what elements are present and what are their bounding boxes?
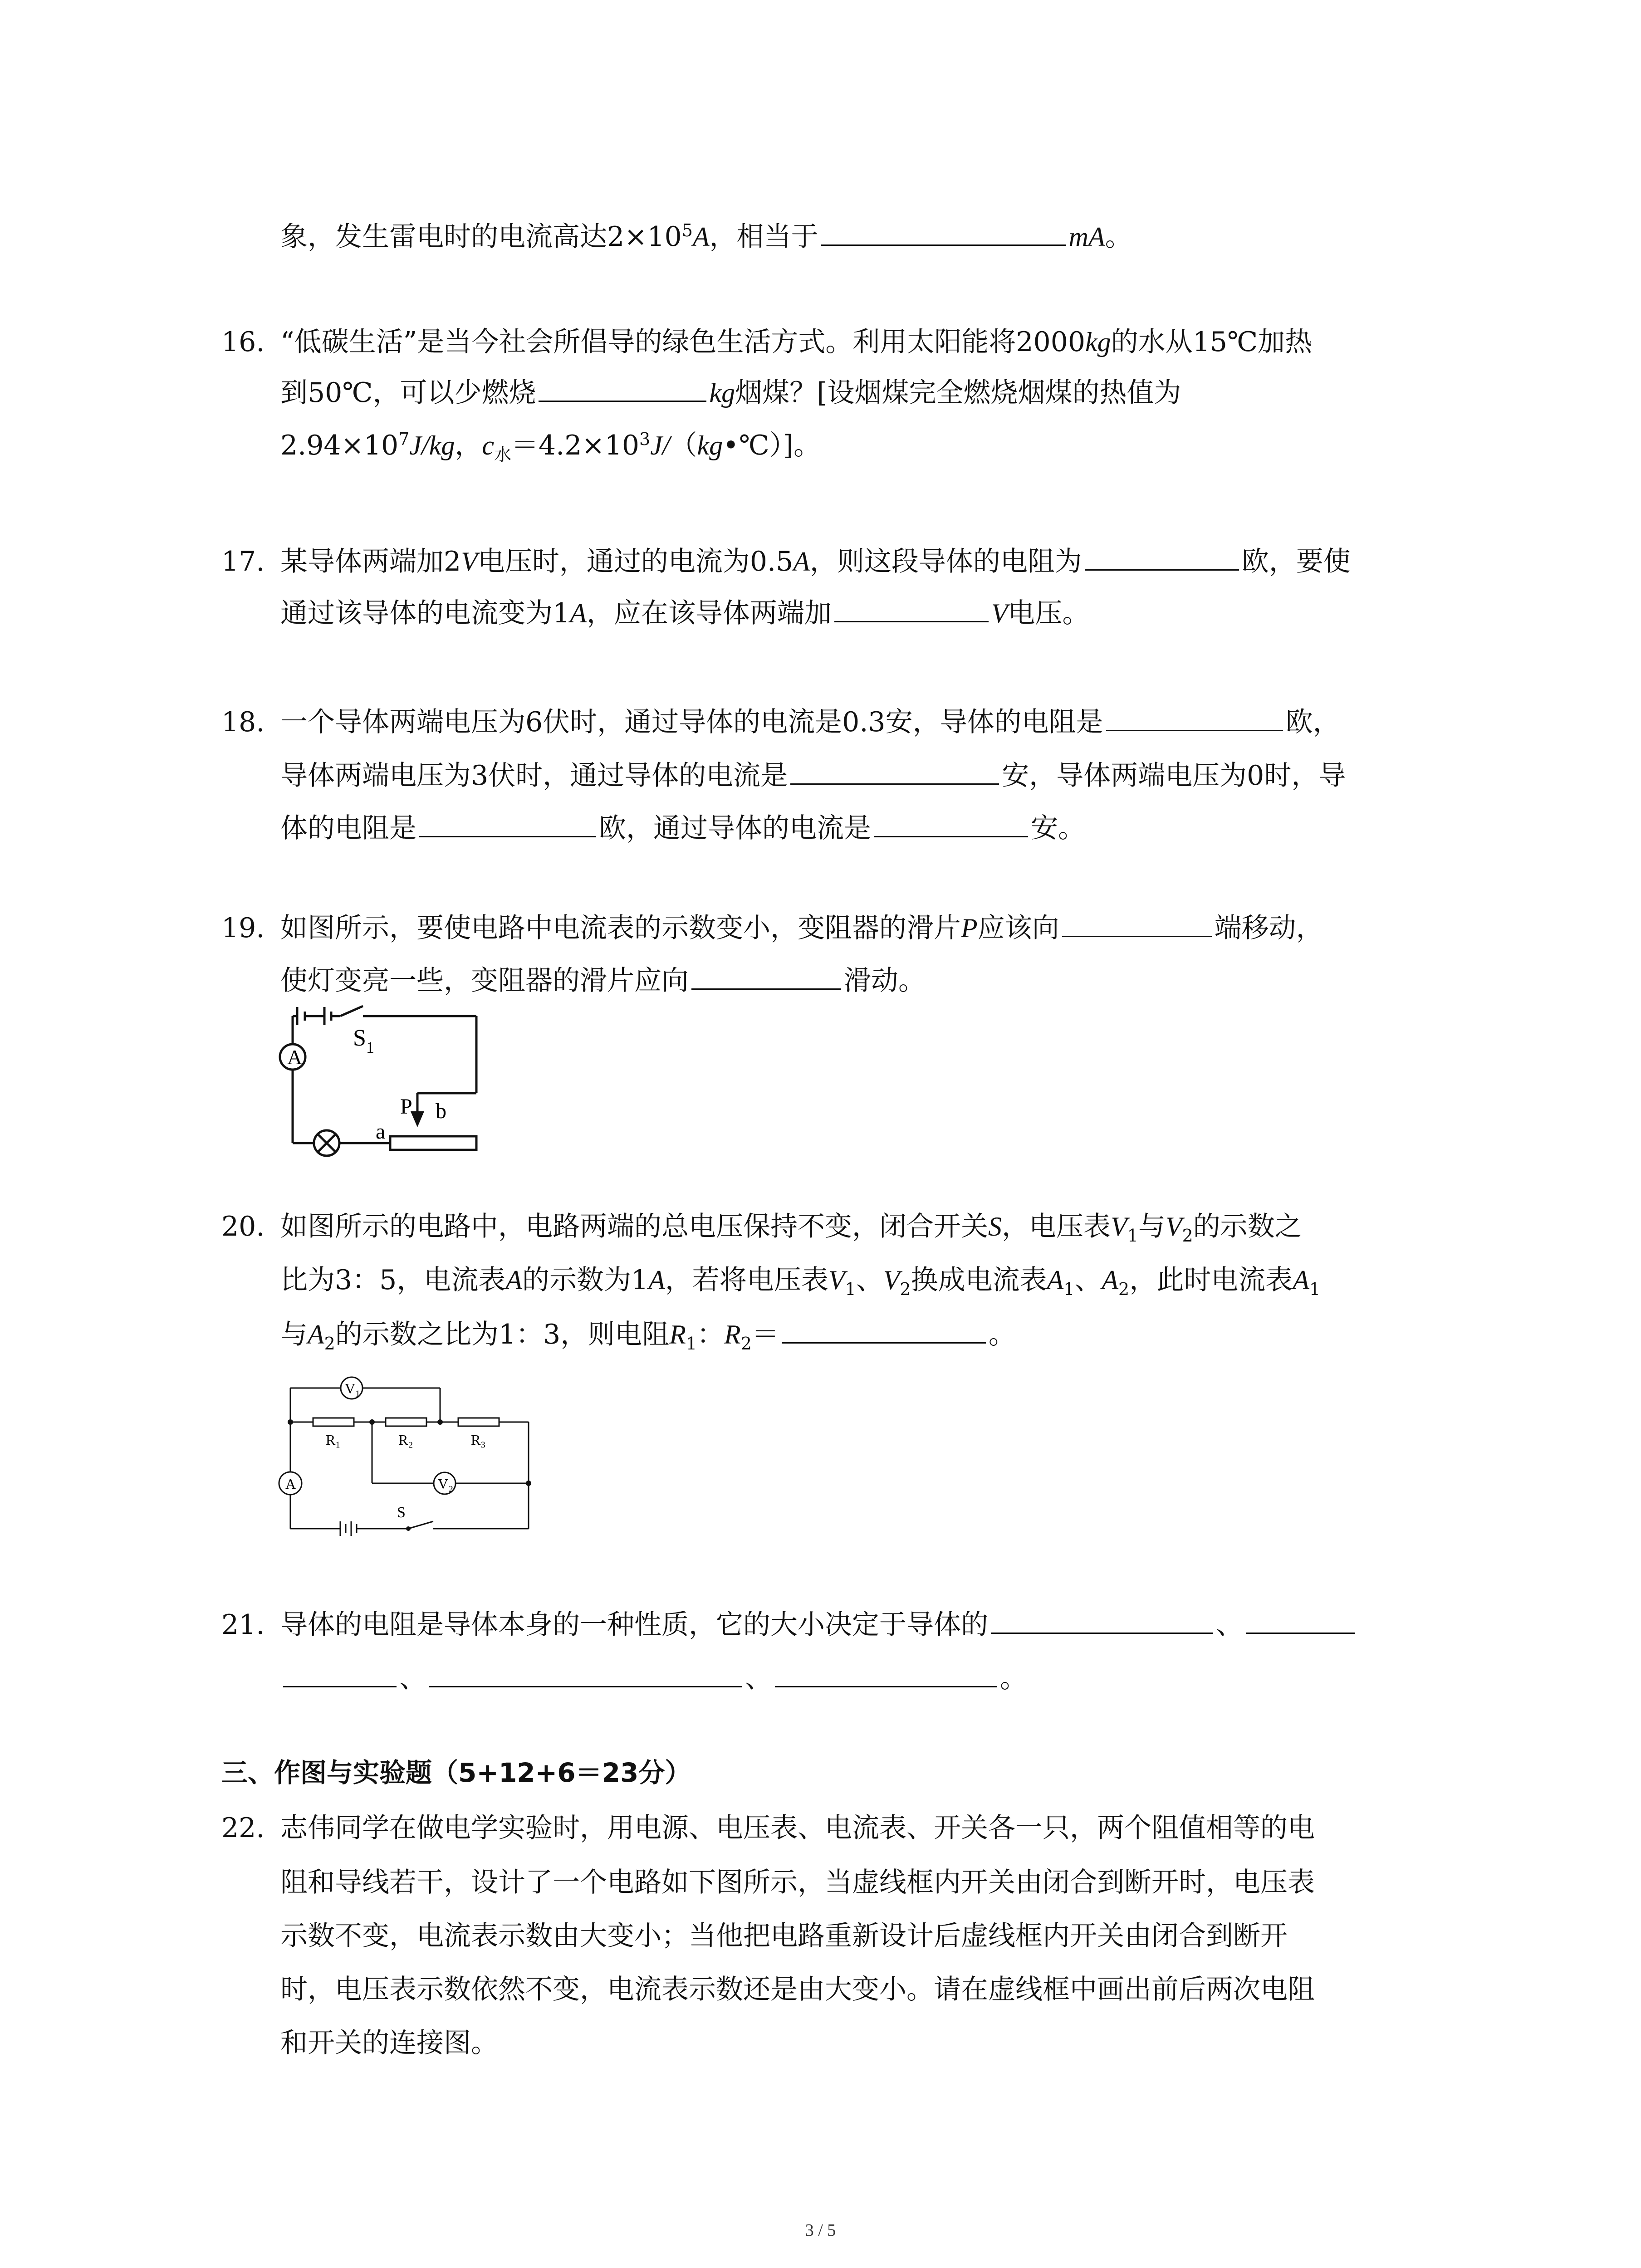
q19-text: 使灯变亮一些，变阻器的滑片应向 — [280, 965, 689, 997]
q20-subscript: 1 — [1127, 1226, 1138, 1246]
q20-r1-label: R₁ — [326, 1432, 341, 1448]
q16-text: •℃）]。 — [723, 430, 821, 461]
q20-symbol: A — [1102, 1265, 1119, 1295]
q20-symbol: S — [988, 1212, 1002, 1242]
q17-text: 通过该导体的电流变为1 — [280, 597, 570, 629]
q19-symbol: P — [961, 913, 978, 943]
q20-symbol: A — [1293, 1265, 1309, 1295]
q17-text: 欧，要使 — [1241, 546, 1351, 577]
q19-switch-label: $S_1$ — [353, 1025, 374, 1056]
q20-r3-label: R₃ — [471, 1432, 486, 1448]
rheostat-body — [390, 1136, 476, 1150]
switch-blade — [340, 1006, 363, 1016]
q17-text: 电压。 — [1008, 597, 1090, 629]
q20-text: 与 — [280, 1319, 308, 1350]
q22-line-5: 和开关的连接图。 — [280, 2027, 498, 2059]
q22-line-1: 志伟同学在做电学实验时，用电源、电压表、电流表、开关各一只，两个阻值相等的电 — [280, 1812, 1315, 1844]
q19-line-1 — [280, 909, 1323, 947]
q20-text: ，若将电压表 — [665, 1264, 828, 1296]
q16-line-3 — [280, 426, 821, 464]
q20-text: 、 — [856, 1264, 883, 1296]
q20-subscript: 2 — [1182, 1226, 1193, 1246]
q20-number: 20. — [221, 1211, 265, 1242]
q20-text: ，此时电流表 — [1129, 1264, 1293, 1296]
q17-text: 电压时，通过的电流为0.5 — [477, 546, 794, 577]
q15-text: 象，发生雷电时的电流高达2×10 — [280, 221, 682, 253]
q20-text: ，电压表 — [1002, 1211, 1111, 1242]
q19-blank-1[interactable] — [1062, 910, 1212, 937]
q17-number: 17. — [221, 546, 265, 577]
q20-text: 如图所示的电路中，电路两端的总电压保持不变，闭合开关 — [280, 1211, 988, 1242]
q19-end-a-label: a — [376, 1119, 386, 1144]
q18-line-1 — [280, 703, 1340, 741]
q20-r2-label: R₂ — [398, 1432, 413, 1448]
q21-separator: 、 — [399, 1662, 426, 1694]
q18-number: 18. — [221, 706, 265, 738]
q16-exponent: 7 — [398, 429, 410, 449]
q16-subscript: 水 — [494, 445, 511, 464]
q20-symbol: V — [1111, 1212, 1127, 1242]
q19-text: 滑动。 — [844, 965, 926, 997]
q20-line-3 — [280, 1315, 1016, 1354]
q15-exponent: 5 — [681, 220, 693, 240]
q17-line-1 — [280, 543, 1351, 581]
q22-line-2: 阻和导线若干，设计了一个电路如下图所示，当虚线框内开关由闭合到断开时，电压表 — [280, 1867, 1315, 1898]
q18-text: 导体两端电压为3伏时，通过导体的电流是 — [280, 760, 788, 792]
q20-line-2 — [280, 1261, 1320, 1299]
q20-v2-label: V₂ — [438, 1476, 454, 1492]
q22-line-3: 示数不变，电流表示数由大变小；当他把电路重新设计后虚线框内开关由闭合到断开 — [280, 1920, 1288, 1952]
q18-blank-3[interactable] — [419, 811, 596, 837]
q15-blank[interactable] — [821, 219, 1066, 246]
q17-line-2 — [280, 594, 1090, 632]
q20-subscript: 2 — [324, 1334, 335, 1354]
q18-blank-1[interactable] — [1106, 704, 1283, 731]
q17-blank-2[interactable] — [834, 596, 989, 622]
q15-end: 。 — [1105, 221, 1132, 253]
q18-line-2 — [280, 757, 1346, 795]
q20-v1-label: V₁ — [345, 1380, 361, 1397]
q16-unit: kg — [1085, 327, 1111, 357]
q16-unit: kg — [697, 430, 723, 460]
page-number: 3 / 5 — [805, 2221, 836, 2240]
q20-line-1 — [280, 1207, 1302, 1246]
q18-text: 体的电阻是 — [280, 812, 416, 844]
q19-text: 如图所示，要使电路中电流表的示数变小，变阻器的滑片 — [280, 912, 961, 944]
q17-blank-1[interactable] — [1085, 544, 1239, 571]
q21-line-1 — [280, 1606, 1357, 1644]
q20-symbol: A — [505, 1265, 523, 1295]
q20-subscript: 2 — [900, 1279, 911, 1299]
q22-line-4: 时，电压表示数依然不变，电流表示数还是由大变小。请在虚线框中画出前后两次电阻 — [280, 1974, 1315, 2005]
q18-blank-4[interactable] — [874, 811, 1028, 837]
resistor-r1 — [313, 1418, 354, 1426]
q19-line-2 — [280, 962, 926, 1000]
q21-end: 。 — [1000, 1662, 1027, 1694]
q20-text: 、 — [1074, 1264, 1102, 1296]
q20-symbol: A — [1047, 1265, 1064, 1295]
q19-end-b-label: b — [436, 1099, 446, 1123]
q20-text: 的示数为1 — [522, 1264, 649, 1296]
q20-subscript: 2 — [1118, 1279, 1130, 1299]
q20-text: 。 — [988, 1319, 1016, 1350]
q21-text: 导体的电阻是导体本身的一种性质，它的大小决定于导体的 — [280, 1609, 988, 1641]
q21-blank-1[interactable] — [991, 1607, 1213, 1634]
q17-unit: V — [991, 598, 1008, 628]
q16-text: 烟煤？[设烟煤完全燃烧烟煤的热值为 — [735, 377, 1181, 409]
q16-unit: kg — [709, 378, 735, 408]
q16-text: 2.94×10 — [280, 430, 399, 461]
q16-line-2 — [280, 374, 1181, 412]
q16-text: “低碳生活”是当今社会所倡导的绿色生活方式。利用太阳能将2000 — [280, 326, 1086, 358]
q17-text: ，应在该导体两端加 — [586, 597, 832, 629]
q18-text: 安，导体两端电压为0时，导 — [1002, 760, 1346, 792]
slider-arrow — [411, 1111, 424, 1127]
q20-symbol: V — [883, 1265, 900, 1295]
q20-symbol: R — [724, 1320, 741, 1349]
q20-symbol: A — [308, 1320, 324, 1349]
resistor-r3 — [458, 1418, 499, 1426]
q18-text: 欧， — [1285, 706, 1340, 738]
q21-blank-2a[interactable] — [1246, 1607, 1355, 1634]
q16-text: 到50℃，可以少燃烧 — [280, 377, 536, 409]
q20-text: ： — [697, 1319, 725, 1350]
q15-text-b: ，相当于 — [709, 221, 818, 253]
q15-unit-a: A — [692, 222, 710, 252]
q19-text: 应该向 — [977, 912, 1059, 944]
section-3-title: 三、作图与实验题（5+12+6＝23分） — [221, 1757, 691, 1788]
q19-slider-label: P — [400, 1095, 412, 1119]
q16-line-1 — [280, 323, 1312, 361]
q21-separator: 、 — [745, 1662, 772, 1694]
q16-blank[interactable] — [539, 375, 706, 402]
q20-blank[interactable] — [782, 1317, 986, 1344]
switch-blade — [408, 1521, 433, 1529]
q16-unit: J/kg — [409, 430, 455, 460]
q18-blank-2[interactable] — [790, 758, 999, 785]
q16-unit: J/ — [650, 430, 670, 460]
q22-number: 22. — [221, 1812, 265, 1844]
q19-number: 19. — [221, 912, 265, 944]
q18-line-3 — [280, 809, 1085, 847]
q18-text: 一个导体两端电压为6伏时，通过导体的电流是0.3安，导体的电阻是 — [280, 706, 1103, 738]
q20-subscript: 1 — [1063, 1279, 1075, 1299]
q21-blank-4[interactable] — [775, 1661, 997, 1687]
q20-subscript: 1 — [1309, 1279, 1321, 1299]
q16-symbol: c — [482, 430, 494, 460]
q20-symbol: V — [828, 1265, 845, 1295]
q20-text: 与 — [1138, 1211, 1166, 1242]
q20-subscript: 2 — [740, 1334, 752, 1354]
q21-separator: 、 — [1216, 1609, 1243, 1641]
q20-subscript: 1 — [845, 1279, 856, 1299]
q20-text: 换成电流表 — [911, 1264, 1047, 1296]
q17-text: 某导体两端加2 — [280, 546, 461, 577]
q20-symbol: A — [648, 1265, 665, 1295]
q18-text: 欧，通过导体的电流是 — [599, 812, 871, 844]
q20-symbol: V — [1165, 1212, 1182, 1242]
q17-text: ，则这段导体的电阻为 — [809, 546, 1082, 577]
q16-text: ＝4.2×10 — [511, 430, 640, 461]
q16-exponent: 3 — [639, 429, 651, 449]
q19-circuit-diagram — [272, 1002, 499, 1166]
q19-ammeter-label: A — [287, 1046, 303, 1069]
q20-ammeter-label: A — [285, 1476, 296, 1492]
q18-text: 安。 — [1031, 812, 1085, 844]
q21-line-2 — [280, 1659, 1027, 1697]
q20-circuit-diagram — [277, 1370, 540, 1547]
q15-unit-b: mA — [1068, 222, 1105, 252]
q20-text: 比为3：5，电流表 — [280, 1264, 506, 1296]
q15-line — [280, 218, 1132, 256]
q21-blank-2b[interactable] — [283, 1661, 397, 1687]
q16-text: （ — [670, 430, 697, 461]
q20-subscript: 1 — [686, 1334, 697, 1354]
q17-unit: A — [793, 547, 810, 577]
q16-text: 的水从15℃加热 — [1111, 326, 1313, 358]
q20-text: 的示数之 — [1193, 1211, 1302, 1242]
q16-number: 16. — [221, 326, 265, 358]
resistor-r2 — [386, 1418, 426, 1426]
q19-blank-2[interactable] — [691, 963, 841, 990]
q20-symbol: R — [669, 1320, 686, 1349]
q16-text: ， — [455, 430, 482, 461]
q20-switch-label: S — [397, 1504, 406, 1521]
q17-unit: V — [461, 547, 478, 577]
q21-blank-3[interactable] — [429, 1661, 742, 1687]
q21-number: 21. — [221, 1609, 265, 1641]
q20-text: 的示数之比为1：3，则电阻 — [335, 1319, 670, 1350]
q17-unit: A — [570, 598, 587, 628]
q19-text: 端移动， — [1214, 912, 1323, 944]
q20-text: ＝ — [751, 1319, 779, 1350]
